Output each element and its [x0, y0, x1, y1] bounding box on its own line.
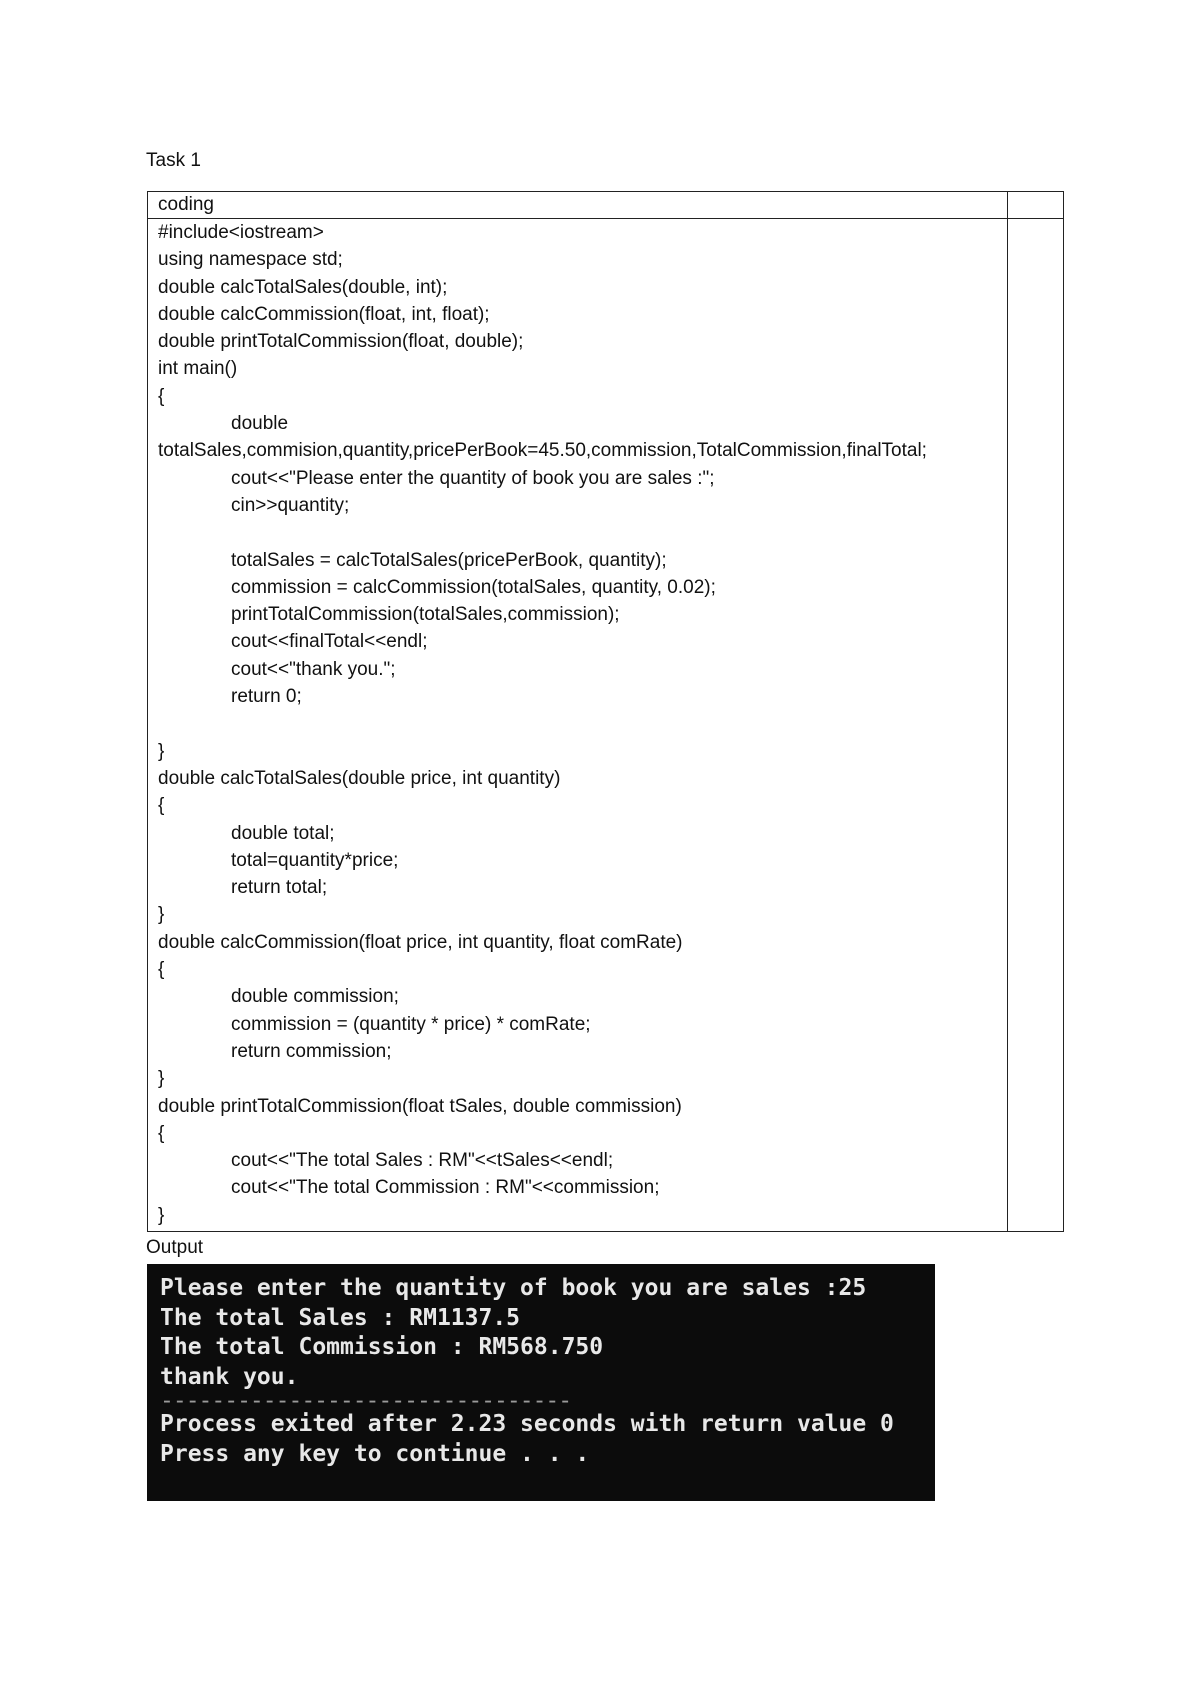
- console-output: [147, 1264, 935, 1501]
- code-line: commission = (quantity * price) * comRate;: [231, 1013, 591, 1035]
- code-line: return commission;: [231, 1040, 392, 1062]
- code-line: cout<<"thank you.";: [231, 658, 396, 680]
- code-line: [158, 710, 1007, 737]
- code-line: double calcTotalSales(double price, int quantity): [158, 767, 561, 789]
- code-line: totalSales,commision,quantity,pricePerBook=45.50,commission,TotalCommission,finalTotal;: [158, 440, 927, 462]
- code-line: double commission;: [231, 986, 399, 1008]
- code-line: int main(): [158, 358, 238, 380]
- code-line: double printTotalCommission(float tSales, double commission): [158, 1095, 682, 1117]
- code-line: #include<iostream>: [158, 222, 324, 243]
- code-line: [158, 519, 1007, 546]
- code-line: cout<<"The total Commission : RM"<<commission;: [231, 1177, 660, 1199]
- code-line: }: [158, 1068, 165, 1090]
- console-line: The total Sales : RM1137.5: [160, 1304, 521, 1331]
- code-cell: [148, 219, 1008, 1232]
- code-line: total=quantity*price;: [231, 849, 399, 871]
- code-line: return 0;: [231, 686, 302, 708]
- table-header-empty: [1008, 192, 1064, 219]
- code-line: cout<<"The total Sales : RM"<<tSales<<endl;: [231, 1150, 614, 1172]
- code-line: double calcCommission(float, int, float);: [158, 303, 490, 325]
- code-line: cout<<finalTotal<<endl;: [231, 631, 428, 653]
- code-line: commission = calcCommission(totalSales, quantity, 0.02);: [231, 576, 716, 598]
- code-line: }: [158, 1204, 165, 1226]
- code-line: double total;: [231, 822, 335, 844]
- code-line: using namespace std;: [158, 249, 343, 271]
- coding-table: [147, 191, 1064, 1232]
- code-line: {: [158, 959, 165, 981]
- console-line: thank you.: [160, 1363, 299, 1390]
- code-line: totalSales = calcTotalSales(pricePerBook, quantity);: [231, 549, 667, 571]
- code-line: {: [158, 1122, 165, 1144]
- code-line: }: [158, 740, 165, 762]
- code-line: }: [158, 904, 165, 926]
- code-line: {: [158, 385, 165, 407]
- code-line: cin>>quantity;: [231, 494, 350, 516]
- console-line: The total Commission : RM568.750: [160, 1334, 604, 1360]
- console-line: Please enter the quantity of book you are sales :25: [160, 1275, 867, 1301]
- code-line: cout<<"Please enter the quantity of book you are sales :";: [231, 467, 715, 489]
- code-line: {: [158, 795, 165, 817]
- table-header-coding: coding: [148, 192, 1008, 219]
- output-label: Output: [146, 1237, 204, 1258]
- code-line: double calcTotalSales(double, int);: [158, 276, 448, 298]
- code-line: double: [231, 413, 289, 435]
- console-footer-line: Press any key to continue . . .: [160, 1440, 590, 1467]
- console-footer-line: Process exited after 2.23 seconds with return value 0: [160, 1411, 894, 1437]
- code-line: double calcCommission(float price, int quantity, float comRate): [158, 931, 683, 953]
- task-heading: Task 1: [146, 150, 201, 171]
- code-line: return total;: [231, 877, 328, 899]
- code-line: printTotalCommission(totalSales,commission);: [231, 604, 620, 626]
- code-line: double printTotalCommission(float, double);: [158, 331, 524, 353]
- console-divider: --------------------------------: [160, 1388, 572, 1414]
- code-side-cell: [1008, 219, 1064, 1232]
